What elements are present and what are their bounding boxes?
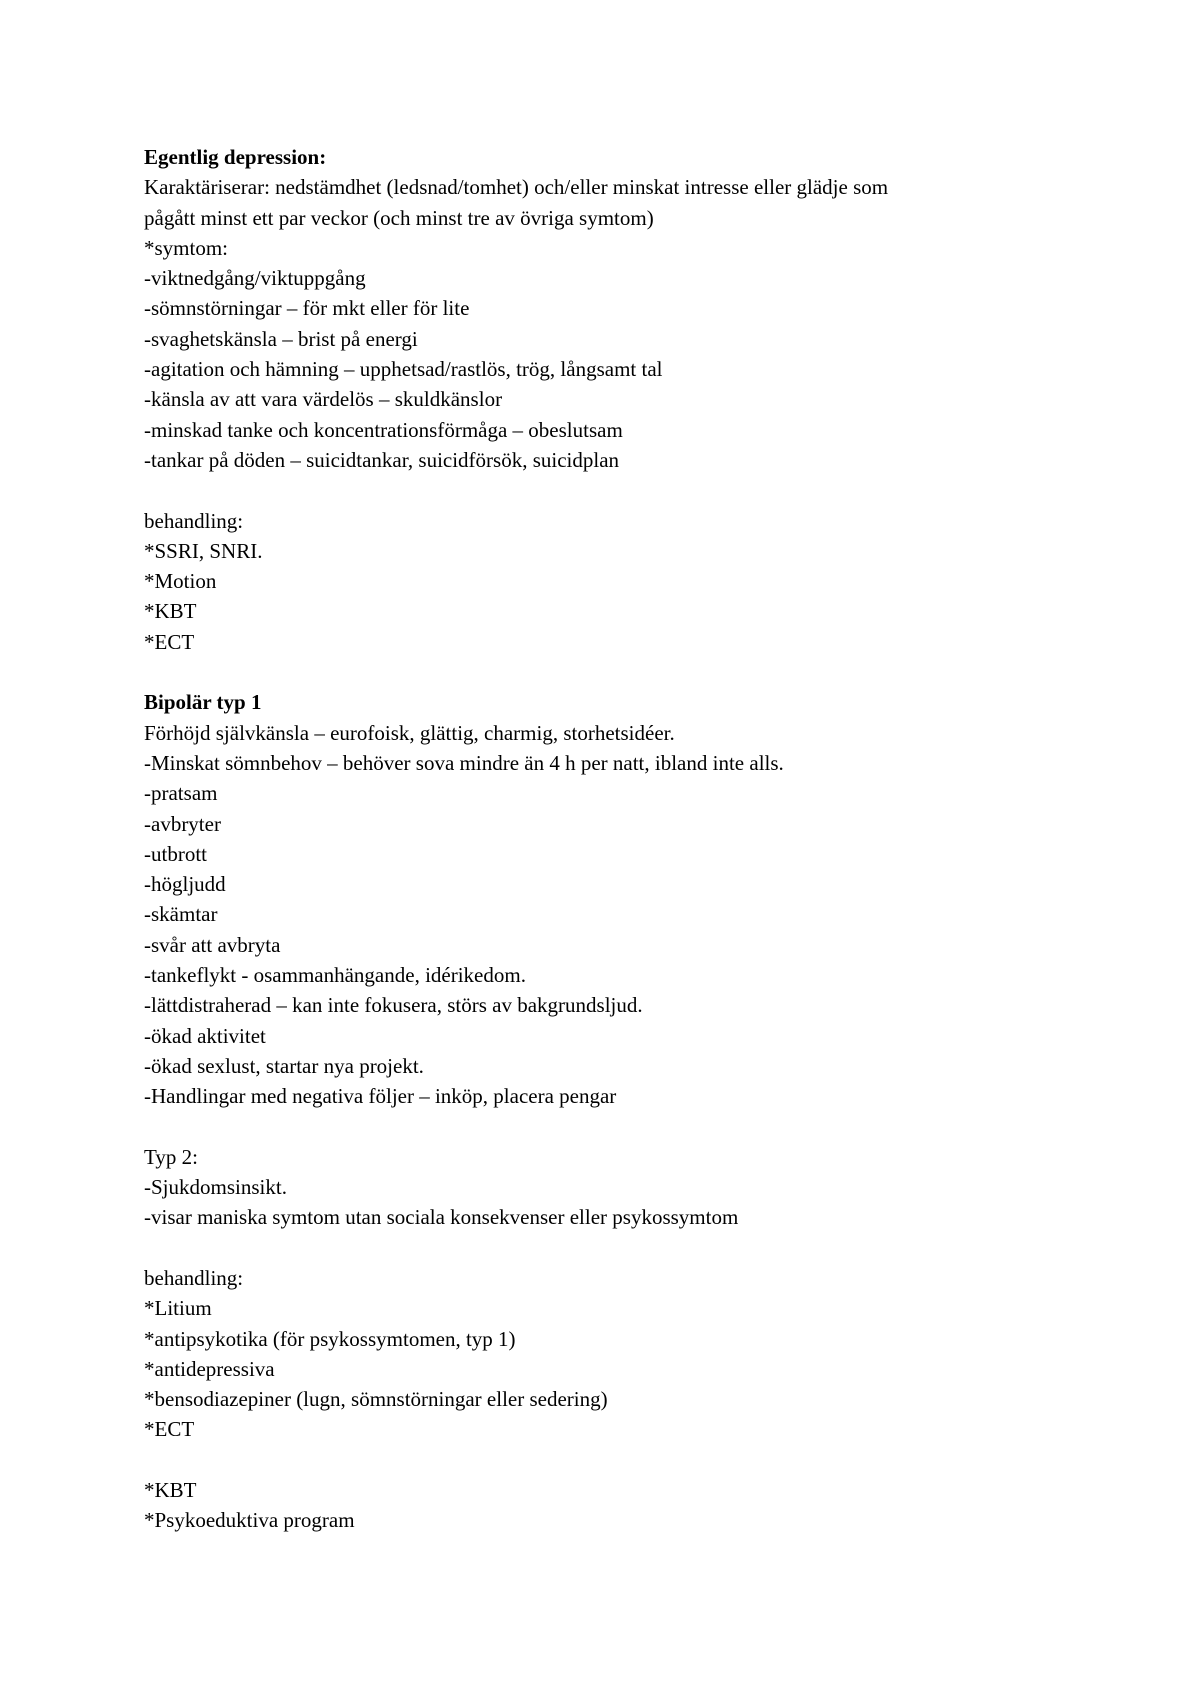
section-heading-depression: Egentlig depression:: [144, 145, 327, 169]
blank-line: [144, 1112, 1084, 1142]
treatment-label: behandling:: [144, 1265, 244, 1290]
blank-line: [144, 1233, 1084, 1263]
text-line: -Minskat sömnbehov – behöver sova mindre än 4 h per natt, ibland inte alls.: [144, 750, 784, 775]
text-line: -avbryter: [144, 811, 221, 836]
treatment-item: *antidepressiva: [144, 1356, 275, 1381]
blank-line: [144, 1445, 1084, 1475]
text-line: -pratsam: [144, 781, 218, 806]
text-line: -ökad sexlust, startar nya projekt.: [144, 1053, 424, 1078]
text-line: -svaghetskänsla – brist på energi: [144, 326, 418, 351]
section-heading-type-2: Typ 2:: [144, 1144, 198, 1169]
treatment-item: *SSRI, SNRI.: [144, 538, 263, 563]
treatment-item: *ECT: [144, 1417, 195, 1442]
treatment-item: *KBT: [144, 1478, 197, 1503]
text-line: -ökad aktivitet: [144, 1023, 266, 1048]
text-line: -viktnedgång/viktuppgång: [144, 266, 366, 291]
text-line: -utbrott: [144, 841, 207, 866]
text-line: -minskad tanke och koncentrationsförmåga – obeslutsam: [144, 417, 623, 442]
text-line: Karaktäriserar: nedstämdhet (ledsnad/tomhet) och/eller minskat intresse eller glädje som: [144, 175, 889, 200]
section-heading-bipolar-1: Bipolär typ 1: [144, 690, 262, 715]
text-line: *symtom:: [144, 235, 229, 260]
text-line: -högljudd: [144, 872, 226, 897]
text-line: -tankar på döden – suicidtankar, suicidförsök, suicidplan: [144, 447, 620, 472]
treatment-item: *Litium: [144, 1296, 212, 1321]
text-line: -sömnstörningar – för mkt eller för lite: [144, 296, 470, 321]
treatment-item: *bensodiazepiner (lugn, sömnstörningar eller sedering): [144, 1387, 608, 1412]
treatment-item: *ECT: [144, 629, 195, 654]
text-line: -svår att avbryta: [144, 932, 281, 957]
text-line: -lättdistraherad – kan inte fokusera, störs av bakgrundsljud.: [144, 993, 643, 1018]
text-line: -Sjukdomsinsikt.: [144, 1175, 287, 1200]
document-body: [144, 142, 1084, 1536]
text-line: -agitation och hämning – upphetsad/rastlös, trög, långsamt tal: [144, 357, 663, 382]
text-line: -tankeflykt - osammanhängande, idérikedom.: [144, 963, 526, 988]
treatment-item: *KBT: [144, 599, 197, 624]
text-line: -känsla av att vara värdelös – skuldkänslor: [144, 387, 503, 412]
text-line: pågått minst ett par veckor (och minst tre av övriga symtom): [144, 205, 654, 230]
treatment-item: *Motion: [144, 569, 217, 594]
blank-line: [144, 475, 1084, 505]
text-line: -visar maniska symtom utan sociala konsekvenser eller psykossymtom: [144, 1205, 739, 1230]
blank-line: [144, 657, 1084, 687]
treatment-item: *antipsykotika (för psykossymtomen, typ 1): [144, 1326, 516, 1351]
text-line: -Handlingar med negativa följer – inköp, placera pengar: [144, 1084, 617, 1109]
text-line: Förhöjd självkänsla – eurofoisk, glättig, charmig, storhetsidéer.: [144, 720, 675, 745]
text-line: -skämtar: [144, 902, 218, 927]
treatment-label: behandling:: [144, 508, 244, 533]
treatment-item: *Psykoeduktiva program: [144, 1508, 355, 1533]
